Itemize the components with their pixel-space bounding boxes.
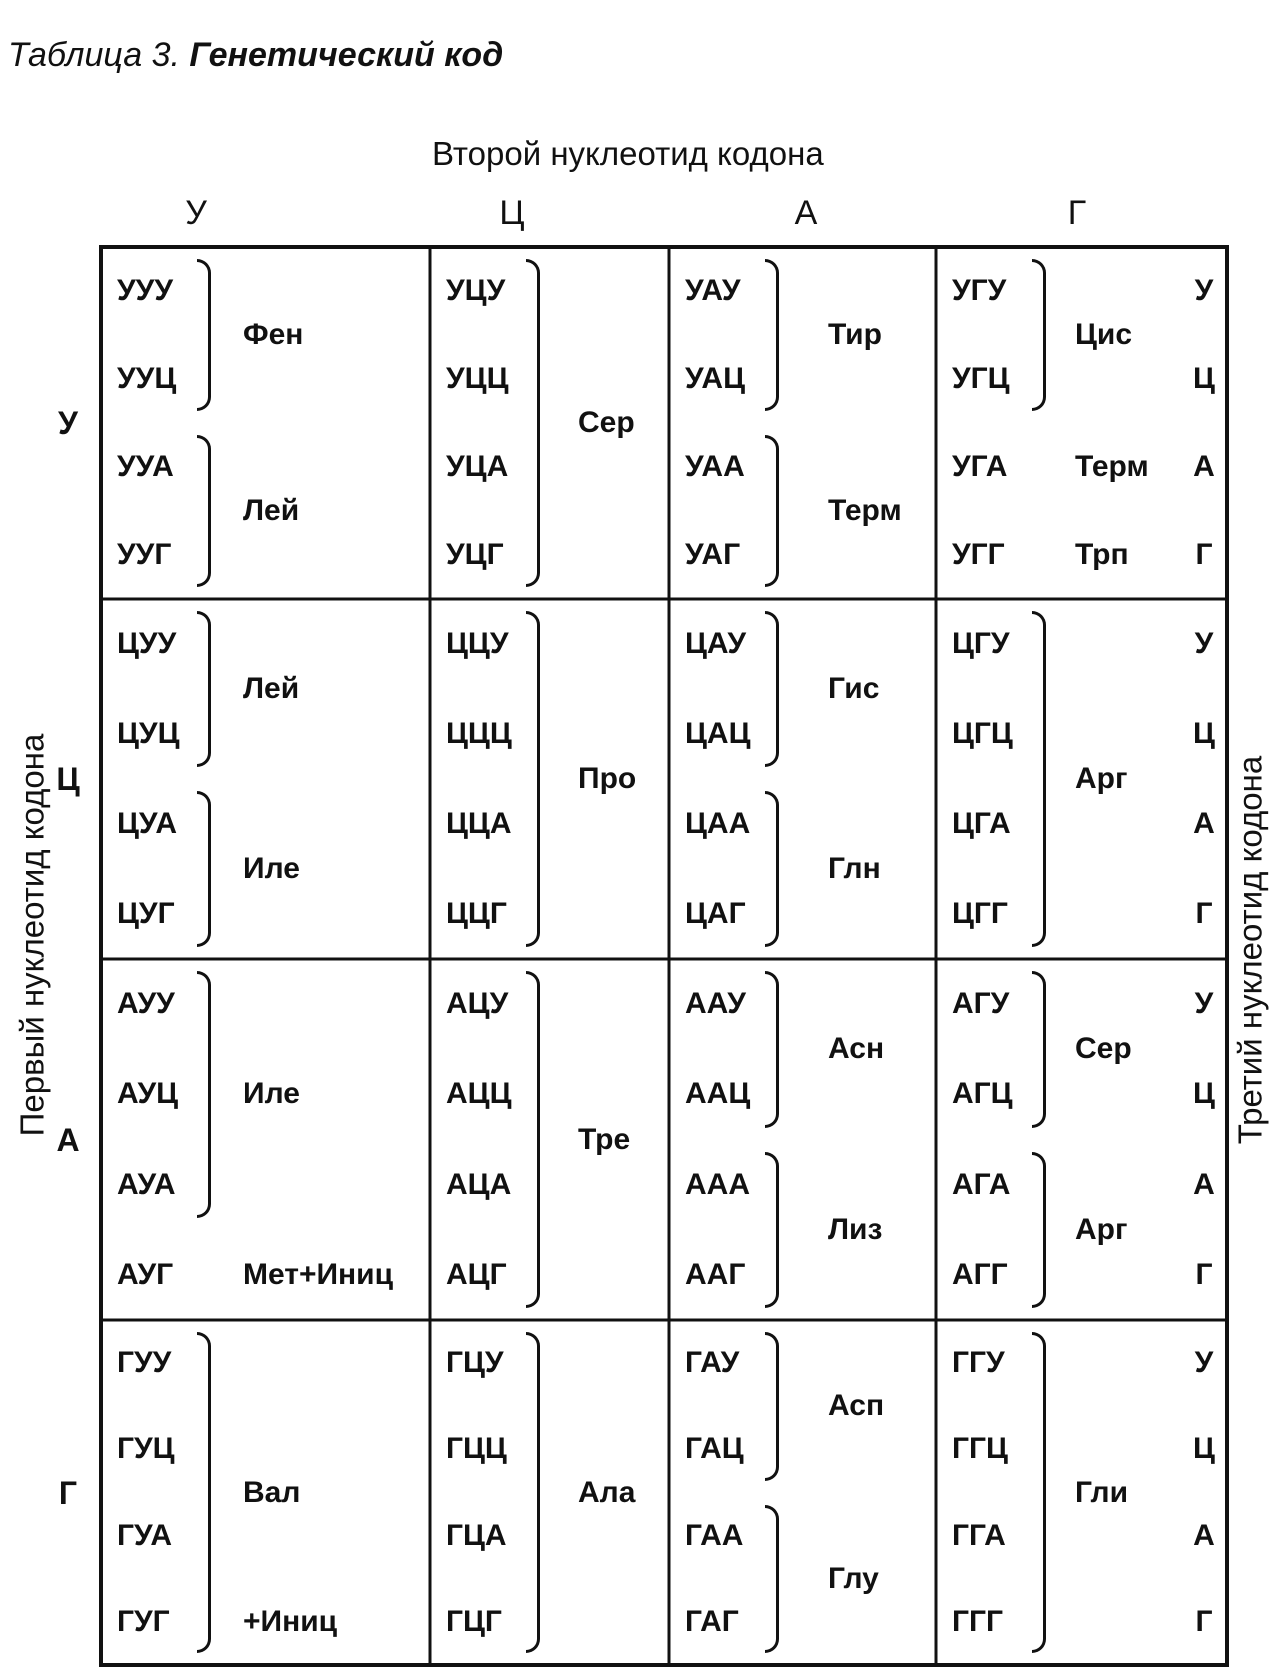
codon: ГУА: [117, 1518, 173, 1552]
amino-acid-label: Гис: [828, 672, 880, 705]
amino-acid-label: Асп: [828, 1389, 885, 1423]
codon: ЦГГ: [952, 897, 1008, 930]
codon: ГГА: [952, 1518, 1006, 1552]
third-nucleotide-label: У: [1194, 274, 1214, 307]
codon-group-brace: [765, 971, 779, 1128]
codon: АГУ: [952, 987, 1010, 1021]
codon: УЦУ: [446, 274, 506, 307]
codon-group-brace: [197, 1332, 211, 1653]
amino-acid-label: Глу: [828, 1561, 879, 1595]
codon: ЦУГ: [117, 897, 175, 930]
page-title: Таблица 3. Генетический код: [8, 36, 504, 74]
codon: ЦАГ: [685, 897, 746, 930]
codon: УУЦ: [117, 362, 177, 395]
codon-group-brace: [1032, 259, 1046, 411]
first-nucleotide-label: А: [56, 1121, 80, 1158]
amino-acid-label: Терм: [828, 494, 902, 527]
third-nucleotide-label: Ц: [1193, 717, 1215, 750]
codon: УГГ: [952, 538, 1005, 571]
codon-group-brace: [765, 259, 779, 411]
codon: УГЦ: [952, 362, 1010, 395]
codon: ЦАА: [685, 807, 751, 840]
third-nucleotide-label: Ц: [1193, 362, 1215, 395]
third-nucleotide-label: У: [1194, 627, 1214, 660]
codon: ААЦ: [685, 1077, 751, 1111]
amino-acid-label: Мет+Иниц: [243, 1257, 394, 1291]
codon: АГЦ: [952, 1077, 1013, 1111]
first-nucleotide-label: Г: [58, 1474, 78, 1511]
amino-acid-label: Про: [578, 762, 637, 795]
codon: УГУ: [952, 274, 1007, 307]
codon: ГГЦ: [952, 1432, 1008, 1466]
codon-group-brace: [526, 259, 540, 587]
amino-acid-label: Трп: [1075, 538, 1129, 571]
codon: УАА: [685, 450, 745, 483]
first-nucleotide-axis-label: Первый нуклеотид кодона: [13, 733, 51, 1137]
third-nucleotide-label: У: [1194, 987, 1214, 1021]
third-nucleotide-label: Ц: [1193, 1432, 1215, 1466]
codon: ААА: [685, 1167, 750, 1201]
third-nucleotide-label: Ц: [1193, 1077, 1215, 1111]
codon: ГЦУ: [446, 1346, 504, 1380]
first-nucleotide-label: Ц: [56, 761, 80, 797]
codon: АУА: [117, 1167, 176, 1201]
codon-group-brace: [526, 1332, 540, 1653]
codon: АЦГ: [446, 1257, 507, 1291]
codon: ААГ: [685, 1257, 746, 1291]
codon: УАУ: [685, 274, 741, 307]
codon-group-brace: [765, 611, 779, 767]
codon: УАГ: [685, 538, 741, 571]
codon-group-brace: [765, 1332, 779, 1481]
third-nucleotide-label: Г: [1195, 538, 1213, 571]
codon-group-brace: [197, 435, 211, 587]
amino-acid-label: Лей: [243, 494, 300, 527]
third-nucleotide-label: Г: [1195, 1604, 1213, 1638]
codon: ГАГ: [685, 1604, 739, 1638]
second-nucleotide-header: А: [794, 194, 818, 232]
codon: ГАУ: [685, 1346, 740, 1380]
codon-group-brace: [765, 1505, 779, 1654]
third-nucleotide-label: А: [1193, 1518, 1215, 1552]
codon-group-brace: [1032, 1152, 1046, 1309]
third-nucleotide-label: А: [1193, 1167, 1215, 1201]
codon: ЦГЦ: [952, 717, 1013, 750]
codon-group-brace: [526, 611, 540, 947]
codon-group-brace: [197, 259, 211, 411]
amino-acid-label: Асн: [828, 1032, 885, 1066]
third-nucleotide-label: А: [1193, 450, 1215, 483]
codon: УЦЦ: [446, 362, 509, 395]
codon-group-brace: [765, 791, 779, 947]
amino-acid-label: Гли: [1075, 1475, 1129, 1509]
codon: УГА: [952, 450, 1008, 483]
second-nucleotide-header: Ц: [499, 194, 525, 232]
codon: ЦУУ: [117, 627, 177, 660]
amino-acid-label: Сер: [578, 406, 635, 439]
amino-acid-label: Иле: [243, 1077, 300, 1111]
codon-group-brace: [197, 611, 211, 767]
third-nucleotide-axis-label: Третий нуклеотид кодона: [1231, 755, 1269, 1145]
amino-acid-label: Арг: [1075, 762, 1128, 795]
codon: ГУГ: [117, 1604, 170, 1638]
amino-acid-label: Лей: [243, 672, 300, 705]
codon: ЦЦУ: [446, 627, 509, 660]
amino-acid-label: Цис: [1075, 318, 1133, 351]
codon: ГГУ: [952, 1346, 1005, 1380]
codon-group-brace: [1032, 971, 1046, 1128]
codon: АЦЦ: [446, 1077, 512, 1111]
codon: УУУ: [117, 274, 173, 307]
codon: ГЦА: [446, 1518, 507, 1552]
codon: АУУ: [117, 987, 175, 1021]
codon: ЦГА: [952, 807, 1011, 840]
codon-group-brace: [765, 435, 779, 587]
codon: ГАЦ: [685, 1432, 744, 1466]
codon: АЦУ: [446, 987, 509, 1021]
codon: УУА: [117, 450, 174, 483]
third-nucleotide-label: Г: [1195, 897, 1213, 930]
codon: АГА: [952, 1167, 1011, 1201]
amino-acid-label: Вал: [243, 1475, 301, 1509]
codon: АЦА: [446, 1167, 512, 1201]
second-nucleotide-header: Г: [1067, 194, 1087, 232]
codon: ГУУ: [117, 1346, 172, 1380]
codon: ЦУА: [117, 807, 177, 840]
amino-acid-label: Сер: [1075, 1032, 1132, 1066]
amino-acid-label: Лиз: [828, 1212, 883, 1246]
codon: ГУЦ: [117, 1432, 175, 1466]
codon: АУГ: [117, 1257, 174, 1291]
codon: УЦА: [446, 450, 509, 483]
amino-acid-label: Фен: [243, 318, 304, 351]
codon-group-brace: [1032, 1332, 1046, 1653]
codon: ГЦЦ: [446, 1432, 507, 1466]
amino-acid-label: Ала: [578, 1475, 636, 1509]
codon: ГЦГ: [446, 1604, 502, 1638]
second-nucleotide-axis-label: Второй нуклеотид кодона: [432, 135, 824, 172]
codon: АУЦ: [117, 1077, 179, 1111]
second-nucleotide-header: У: [185, 194, 207, 232]
amino-acid-label: Терм: [1075, 450, 1149, 483]
third-nucleotide-label: А: [1193, 807, 1215, 840]
amino-acid-label: Глн: [828, 852, 881, 885]
codon: ЦЦЦ: [446, 717, 512, 750]
codon: УАЦ: [685, 362, 745, 395]
amino-acid-label: Тир: [828, 318, 882, 351]
codon-group-brace: [526, 971, 540, 1308]
codon-group-brace: [1032, 611, 1046, 947]
codon: ЦАЦ: [685, 717, 751, 750]
amino-acid-label: Арг: [1075, 1212, 1128, 1246]
third-nucleotide-label: Г: [1195, 1257, 1213, 1291]
codon: УЦГ: [446, 538, 504, 571]
codon: ААУ: [685, 987, 746, 1021]
amino-acid-label: +Иниц: [243, 1604, 338, 1638]
codon-group-brace: [765, 1152, 779, 1309]
codon: ЦУЦ: [117, 717, 180, 750]
codon: ГАА: [685, 1518, 744, 1552]
codon: ЦАУ: [685, 627, 747, 660]
third-nucleotide-label: У: [1194, 1346, 1214, 1380]
codon: ЦЦА: [446, 807, 512, 840]
codon-group-brace: [197, 971, 211, 1218]
first-nucleotide-label: У: [58, 405, 78, 441]
codon: АГГ: [952, 1257, 1008, 1291]
codon: ЦЦГ: [446, 897, 507, 930]
amino-acid-label: Иле: [243, 852, 300, 885]
codon-group-brace: [197, 791, 211, 947]
codon: УУГ: [117, 538, 172, 571]
codon: ГГГ: [952, 1604, 1004, 1638]
codon: ЦГУ: [952, 627, 1010, 660]
amino-acid-label: Тре: [578, 1122, 631, 1156]
